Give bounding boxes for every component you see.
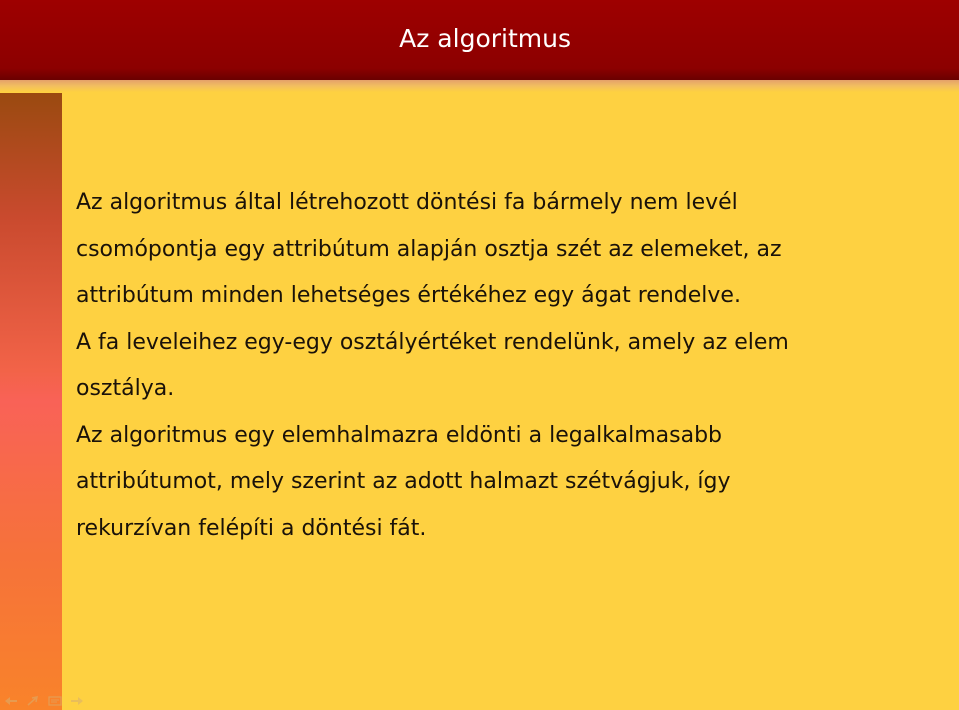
header-shadow (0, 80, 959, 92)
arrow-right-icon[interactable] (70, 696, 84, 706)
paragraph-line: Az algoritmus által létrehozott döntési fa bármely nem levél (76, 190, 738, 215)
slide-title: Az algoritmus (399, 24, 571, 53)
paragraph-line: Az algoritmus egy elemhalmazra eldönti a legalkalmasabb (76, 422, 723, 448)
paragraph-line: attribútumot, mely szerint az adott halmazt szétvágjuk, így (76, 469, 731, 494)
paragraph-line: attribútum minden lehetséges értékéhez egy ágat rendelve. (76, 283, 741, 308)
arrow-left-icon[interactable] (4, 696, 18, 706)
paragraph-3 (76, 413, 846, 553)
paragraph-2 (76, 320, 846, 413)
paragraph-line: osztálya. (76, 376, 175, 401)
paragraph-line: csomópontja egy attribútum alapján osztja szét az elemeket, az (76, 236, 782, 262)
paragraph-1 (76, 180, 846, 320)
slide-content (76, 180, 846, 552)
frame-icon[interactable] (48, 696, 62, 706)
paragraph-line: rekurzívan felépíti a döntési fát. (76, 515, 427, 541)
paragraph-line: A fa leveleihez egy-egy osztályértéket rendelünk, amely az elem (76, 329, 789, 355)
header-bar (0, 0, 959, 80)
navigation-controls (4, 696, 84, 706)
sidebar-gradient (0, 93, 62, 710)
arrow-diagonal-icon[interactable] (26, 696, 40, 706)
